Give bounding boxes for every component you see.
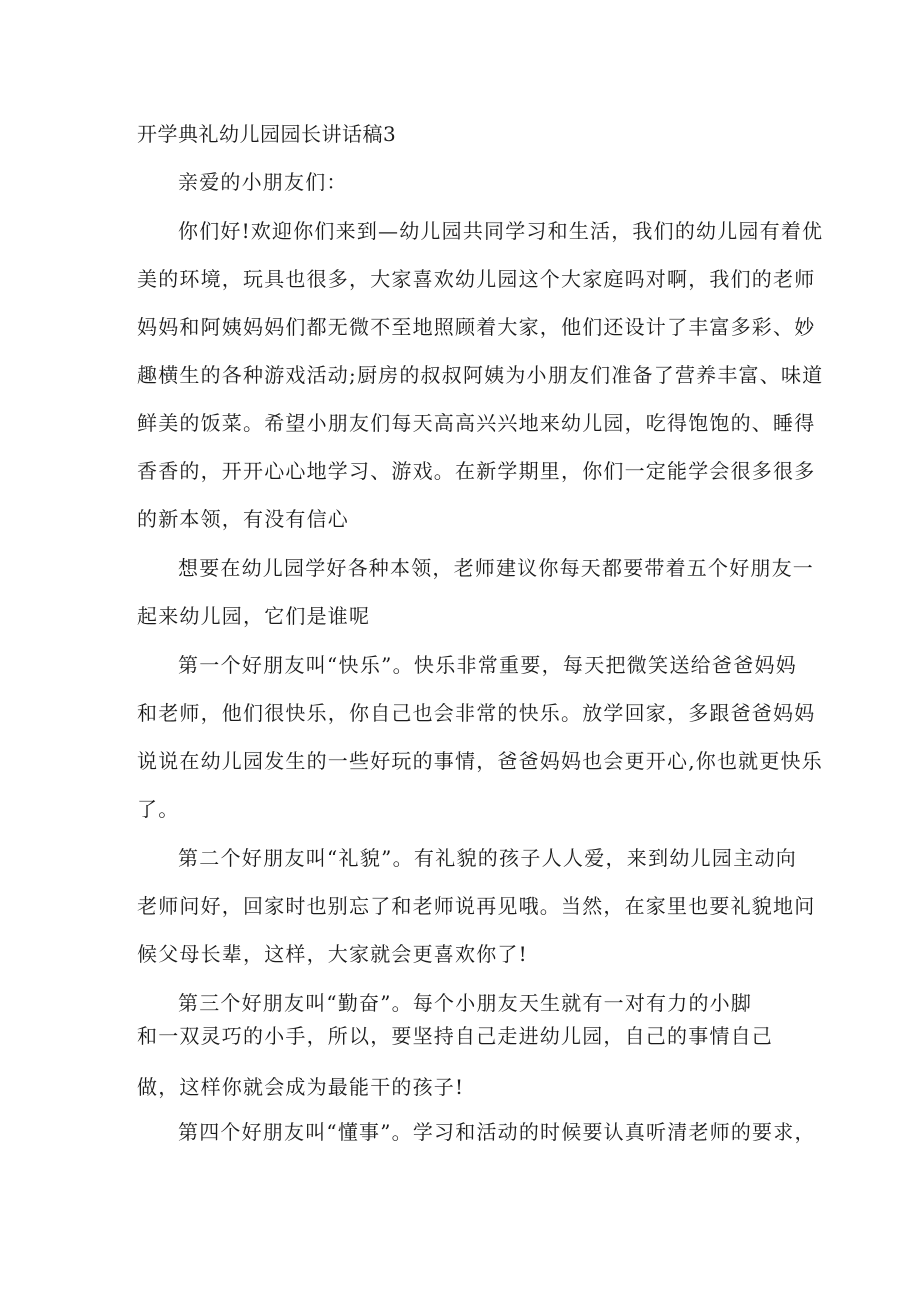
paragraph-line: 和老师，他们很快乐，你自己也会非常的快乐。放学回家，多跟爸爸妈妈 xyxy=(137,701,816,725)
paragraph-line: 鲜美的饭菜。希望小朋友们每天高高兴兴地来幼儿园，吃得饱饱的、睡得 xyxy=(137,411,816,435)
paragraph-line: 了。 xyxy=(137,797,180,821)
paragraph-line: 香香的，开开心心地学习、游戏。在新学期里，你们一定能学会很多很多 xyxy=(137,459,816,483)
paragraph-line: 想要在幼儿园学好各种本领，老师建议你每天都要带着五个好朋友一 xyxy=(178,556,814,580)
paragraph-line: 第二个好朋友叫“礼貌”。有礼貌的孩子人人爱，来到幼儿园主动向 xyxy=(178,846,797,870)
paragraph-line: 说说在幼儿园发生的一些好玩的事情，爸爸妈妈也会更开心,你也就更快乐 xyxy=(137,749,823,773)
paragraph-line: 美的环境，玩具也很多，大家喜欢幼儿园这个大家庭吗对啊，我们的老师 xyxy=(137,267,816,291)
paragraph-line: 候父母长辈，这样，大家就会更喜欢你了! xyxy=(137,942,528,966)
paragraph-line: 做，这样你就会成为最能干的孩子! xyxy=(137,1075,465,1099)
salutation: 亲爱的小朋友们： xyxy=(178,170,348,194)
paragraph-line: 趣横生的各种游戏活动;厨房的叔叔阿姨为小朋友们准备了营养丰富、味道 xyxy=(137,363,824,387)
paragraph-line: 第三个好朋友叫“勤奋”。每个小朋友天生就有一对有力的小脚 xyxy=(178,991,753,1015)
paragraph-line: 起来幼儿园，它们是谁呢 xyxy=(137,604,371,628)
paragraph-line: 的新本领，有没有信心 xyxy=(137,507,349,531)
paragraph-line: 第一个好朋友叫“快乐”。快乐非常重要，每天把微笑送给爸爸妈妈 xyxy=(178,653,797,677)
paragraph-line: 第四个好朋友叫“懂事”。学习和活动的时候要认真听清老师的要求， xyxy=(178,1120,816,1144)
paragraph-line: 和一双灵巧的小手，所以，要坚持自己走进幼儿园，自己的事情自己 xyxy=(137,1024,773,1048)
paragraph-line: 你们好!欢迎你们来到—幼儿园共同学习和生活，我们的幼儿园有着优 xyxy=(178,219,824,243)
paragraph-line: 老师问好，回家时也别忘了和老师说再见哦。当然，在家里也要礼貌地问 xyxy=(137,894,816,918)
paragraph-line: 妈妈和阿姨妈妈们都无微不至地照顾着大家，他们还设计了丰富多彩、妙 xyxy=(137,315,816,339)
document-title: 开学典礼幼儿园园长讲话稿3 xyxy=(137,122,397,146)
